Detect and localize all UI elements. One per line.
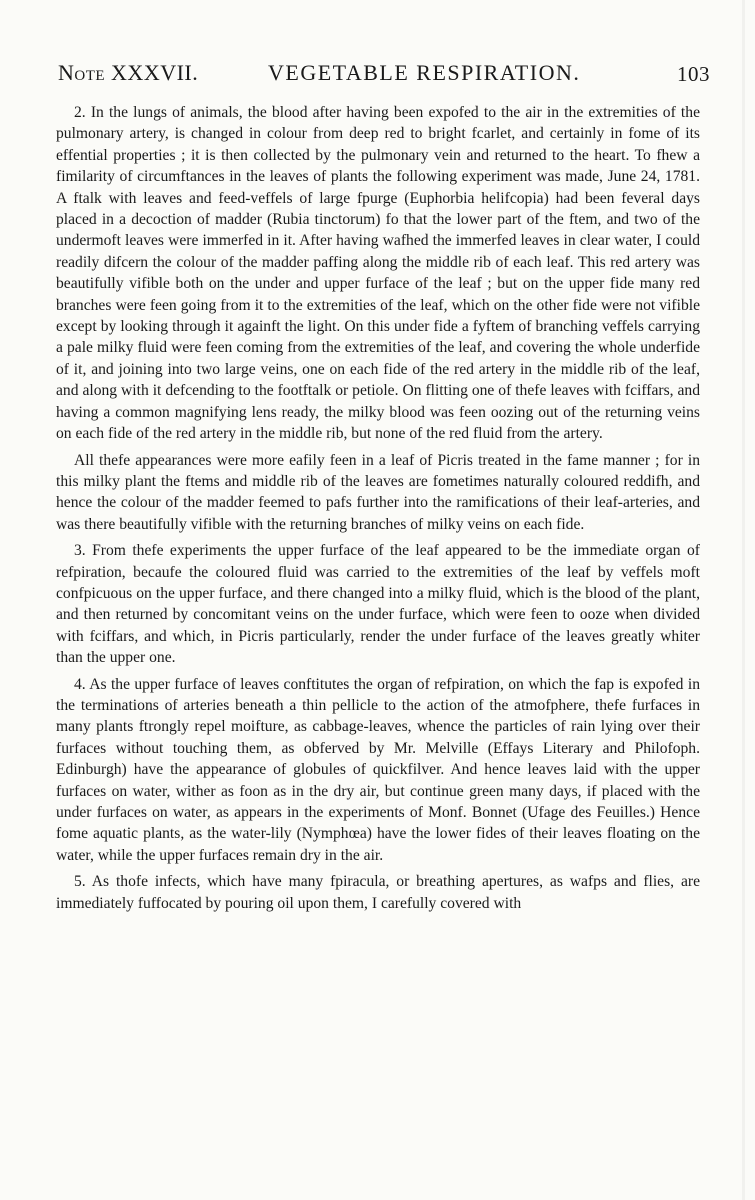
paragraph-4: 4. As the upper furface of leaves conftitutes the organ of refpiration, on which the fap is expofed in the terminations of arteries beneath a thin pellicle to the action of the atmofphere, thefe furfaces in many plants ftrongly repel moifture, as cabbage-leaves, whence the particles of rain lying over their furfaces without touching them, as obferved by Mr. Melville (Effays Literary and Philofoph. Edinburgh) have the appearance of globules of quickfilver. And hence leaves laid with the upper furfaces on water, wither as foon as in the dry air, but continue green many days, if placed with the under furfaces on water, as appears in the experiments of Monf. Bonnet (Ufage des Feuilles.) Hence fome aquatic plants, as the water-lily (Nymphœa) have the lower fides of their leaves floating on the water, while the upper furfaces remain dry in the air. [56,675,700,864]
page-edge-shadow [742,0,745,1200]
page-number: 103 [677,62,710,86]
note-label: Note XXXVII. [58,60,199,85]
page-body [56,102,700,919]
paragraph-2: 2. In the lungs of animals, the blood after having been expofed to the air in the extremities of the pulmonary artery, is changed in colour from deep red to bright fcarlet, and certainly in fome of its effential properties ; it is then collected by the pulmonary vein and returned to the heart. To fhew a fimilarity of circumftances in the leaves of plants the following experiment was made, June 24, 1781. A ftalk with leaves and feed-veffels of large fpurge (Euphorbia helifcopia) had been feveral days placed in a decoction of madder (Rubia tinctorum) fo that the lower part of the ftem, and two of the undermoft leaves were immerfed in it. After having wafhed the immerfed leaves in clear water, I could readily difcern the colour of the madder paffing along the middle rib of each leaf. This red artery was beautifully vifible both on the under and upper furface of the leaf ; but on the upper fide many red branches were feen going from it to the extremities of the leaf, which on the other fide were not vifible except by looking through it againft the light. On this under fide a fyftem of branching veffels carrying a pale milky fluid were feen coming from the extremities of the leaf, and covering the whole underfide of it, and joining into two large veins, one on each fide of the red artery in the middle rib of the leaf, and along with it defcending to the footftalk or petiole. On flitting one of thefe leaves with fciffars, and having a common magnifying lens ready, the milky blood was feen oozing out of the returning veins on each fide of the red artery in the middle rib, but none of the red fluid from the artery. [56,104,700,443]
paragraph-5: 5. As thofe infects, which have many fpiracula, or breathing apertures, as wafps and flies, are immediately fuffocated by pouring oil upon them, I carefully covered with [56,873,700,912]
page-title: VEGETABLE RESPIRATION. [268,60,581,85]
paragraph-3: 3. From thefe experiments the upper furface of the leaf appeared to be the immediate organ of refpiration, becaufe the coloured fluid was carried to the extremities of the leaf by veffels moft confpicuous on the upper furface, and there changed into a milky fluid, which is the blood of the plant, and then returned by concomitant veins on the under furface, which were feen to ooze when divided with fciffars, and which, in Picris particularly, render the under furface of the leaves greatly whiter than the upper one. [56,542,700,667]
paragraph-picris: All thefe appearances were more eafily feen in a leaf of Picris treated in the fame manner ; for in this milky plant the ftems and middle rib of the leaves are fometimes naturally coloured reddifh, and hence the colour of the madder feemed to pafs further into the ramifications of their leaf-arteries, and was there beautifully vifible with the returning branches of milky veins on each fide. [56,451,700,533]
running-header [58,60,710,96]
